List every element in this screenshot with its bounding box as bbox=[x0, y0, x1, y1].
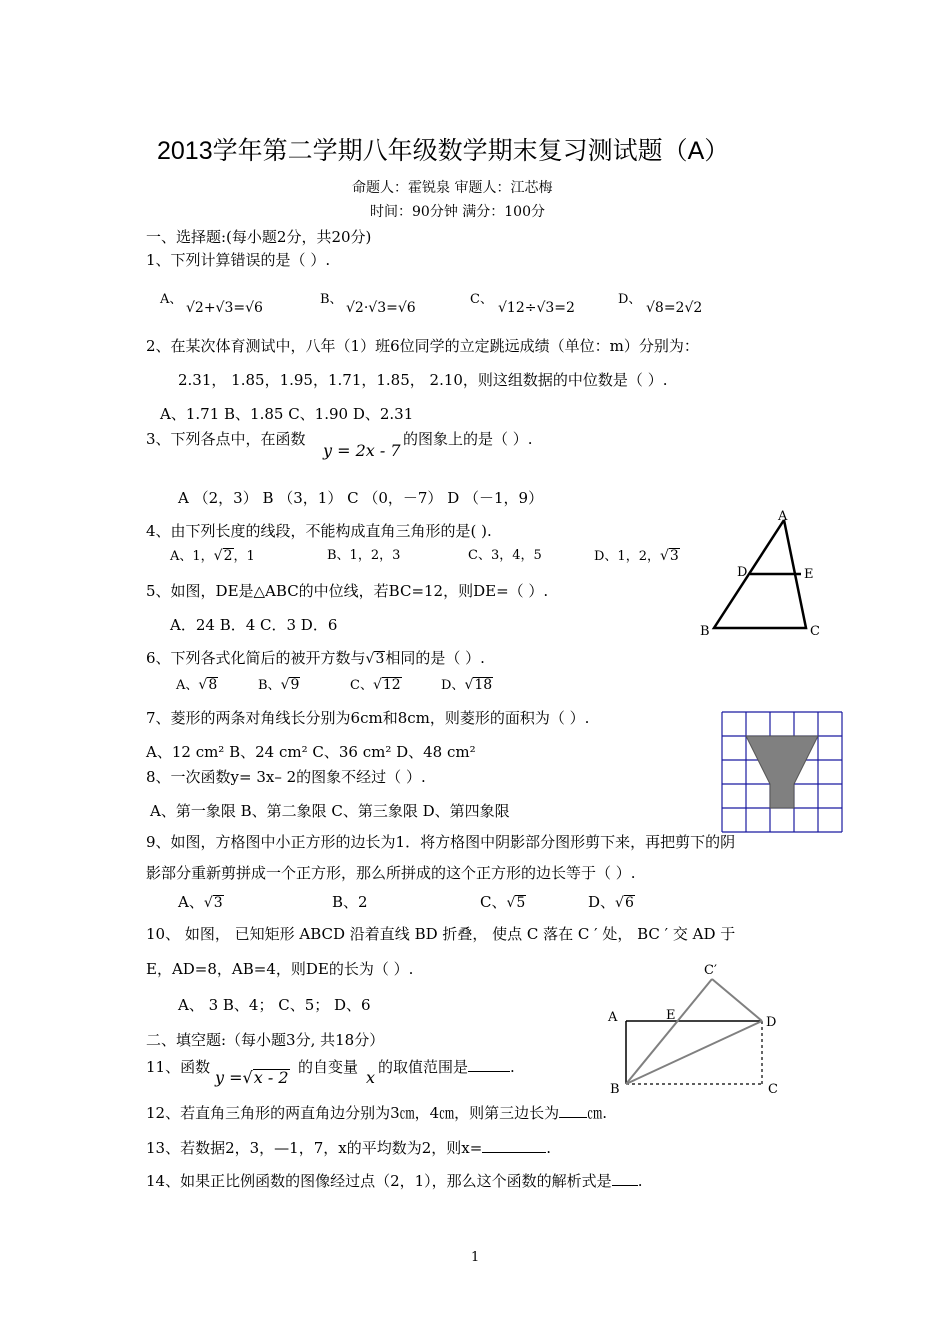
q4-option-b: B、1，2，3 bbox=[327, 548, 401, 563]
q9-line-1: 9、如图，方格图中小正方形的边长为1．将方格图中阴影部分图形剪下来，再把剪下的阴 bbox=[146, 833, 736, 851]
q9-option-d: D、√6 bbox=[588, 893, 634, 911]
q6-stem: 6、下列各式化简后的被开方数与√3相同的是（ ）. bbox=[146, 649, 485, 667]
q9-option-d-radicand: 6 bbox=[624, 895, 634, 911]
q4-option-d: D、1，2，√3 bbox=[594, 548, 679, 564]
page-number: 1 bbox=[471, 1250, 480, 1265]
q1-stem: 1、下列计算错误的是（ ）. bbox=[146, 251, 331, 269]
q5-options: A．24 B．4 C．3 D．6 bbox=[170, 616, 338, 634]
rect-label-e: E bbox=[666, 1008, 676, 1023]
q7-options: A、12 cm² B、24 cm² C、36 cm² D、48 cm² bbox=[146, 743, 476, 761]
q14 bbox=[146, 1171, 642, 1191]
q6-option-d-radicand: 18 bbox=[474, 677, 493, 693]
q9-option-a-label: A、 bbox=[178, 893, 204, 911]
q9-option-c: C、√5 bbox=[480, 893, 526, 911]
q4-option-a-label: A、1， bbox=[170, 549, 214, 564]
q2-options: A、1.71 B、1.85 C、1.90 D、2.31 bbox=[160, 405, 414, 423]
q6-stem-radicand: 3 bbox=[375, 651, 385, 667]
q6-option-b-label: B、 bbox=[258, 678, 281, 693]
q9-option-d-label: D、 bbox=[588, 893, 616, 911]
q2-stem-values: 2.31， 1.85，1.95，1.71，1.85， 2.10，则这组数据的中位数是（ ）. bbox=[178, 371, 668, 389]
q1-option-a-expr: √2+√3=√6 bbox=[186, 300, 263, 316]
q6-stem-end: 相同的是（ ）. bbox=[385, 649, 485, 667]
q1-option-b-label: B、 bbox=[320, 292, 343, 307]
q6-option-c-label: C、 bbox=[350, 678, 373, 693]
q6-option-b: B、√9 bbox=[258, 677, 300, 693]
q6-option-a: A、√8 bbox=[176, 677, 218, 693]
section-1-heading: 一、选择题:(每小题2分，共20分) bbox=[146, 228, 372, 246]
q9-option-c-radicand: 5 bbox=[516, 895, 526, 911]
diagonal-bd bbox=[626, 1021, 762, 1084]
time-score: 时间：90分钟 满分：100分 bbox=[370, 204, 545, 220]
q3-stem-end: 的图象上的是（ ）. bbox=[403, 430, 533, 448]
q13-tail: . bbox=[546, 1139, 552, 1157]
q11-answer-blank[interactable] bbox=[468, 1057, 510, 1072]
fold-bcp bbox=[626, 979, 712, 1084]
q1-option-b-expr: √2·√3=√6 bbox=[346, 300, 416, 316]
q1-option-a-label: A、 bbox=[160, 292, 183, 307]
q8-options: A、第一象限 B、第二象限 C、第三象限 D、第四象限 bbox=[150, 802, 510, 820]
q11-stem-text: 的取值范围是 bbox=[378, 1058, 469, 1076]
q4-option-d-radicand: 3 bbox=[669, 548, 679, 564]
q2-stem: 2、在某次体育测试中，八年（1）班6位同学的立定跳远成绩（单位：m）分别为： bbox=[146, 337, 699, 355]
tri-label-e: E bbox=[804, 567, 814, 582]
q4-stem: 4、由下列长度的线段，不能构成直角三角形的是( ). bbox=[146, 522, 492, 540]
q13-stem: 13、若数据2，3，—1，7，x的平均数为2，则x= bbox=[146, 1139, 483, 1157]
q7-stem: 7、菱形的两条对角线长分别为6cm和8cm，则菱形的面积为（ ）. bbox=[146, 709, 590, 727]
q11-stem-start: 11、函数 bbox=[146, 1058, 211, 1076]
q8-stem: 8、一次函数y= 3x– 2的图象不经过（ ）. bbox=[146, 768, 426, 786]
q4-option-d-label: D、1，2， bbox=[594, 549, 660, 564]
q11-stem-end bbox=[378, 1057, 515, 1077]
q6-option-d: D、√18 bbox=[441, 677, 493, 693]
tri-label-a: A bbox=[778, 509, 788, 524]
q13-answer-blank[interactable] bbox=[482, 1138, 546, 1153]
q9-option-b: B、2 bbox=[332, 893, 368, 911]
q6-option-b-radicand: 9 bbox=[290, 677, 300, 693]
q1-option-c-label: C、 bbox=[470, 292, 493, 307]
q11-function-radicand: x - 2 bbox=[253, 1068, 289, 1087]
q11-function: y =√x - 2 bbox=[215, 1068, 289, 1087]
q4-option-a-radicand: 2 bbox=[223, 548, 233, 564]
q1-option-d-expr: √8=2√2 bbox=[646, 300, 703, 316]
q6-option-a-radicand: 8 bbox=[208, 677, 218, 693]
q6-option-c-radicand: 12 bbox=[382, 677, 401, 693]
rect-label-a: A bbox=[608, 1010, 618, 1025]
grid-figure bbox=[722, 712, 844, 834]
shaded-shape bbox=[746, 736, 818, 808]
q6-stem-start: 6、下列各式化简后的被开方数与 bbox=[146, 649, 366, 667]
q12 bbox=[146, 1103, 607, 1123]
q14-answer-blank[interactable] bbox=[612, 1171, 638, 1186]
q1-option-c-expr: √12÷√3=2 bbox=[498, 300, 575, 316]
q3-options: A （2，3） B （3，1） C （0，－7） D （－1，9） bbox=[178, 489, 544, 507]
q11-function-left: y = bbox=[215, 1068, 243, 1087]
authors: 命题人：霍锐泉 审题人：江芯梅 bbox=[352, 180, 553, 196]
q6-option-d-label: D、 bbox=[441, 678, 465, 693]
tri-label-c: C bbox=[810, 624, 820, 639]
q12-tail: ㎝. bbox=[587, 1104, 607, 1122]
tri-label-d: D bbox=[737, 565, 748, 580]
q10-options: A、 3 B、4； C、5； D、6 bbox=[178, 996, 371, 1014]
q5-stem: 5、如图，DE是△ABC的中位线，若BC=12，则DE=（ ）. bbox=[146, 582, 549, 600]
q3-stem-start: 3、下列各点中，在函数 bbox=[146, 430, 306, 448]
q6-option-c: C、√12 bbox=[350, 677, 401, 693]
q10-line-2: E，AD=8，AB=4，则DE的长为（ ）. bbox=[146, 960, 414, 978]
rect-label-c: C bbox=[768, 1082, 778, 1097]
q9-line-2: 影部分重新剪拼成一个正方形，那么所拼成的这个正方形的边长等于（ ）. bbox=[146, 864, 636, 882]
q10-line-1: 10、 如图， 已知矩形 ABCD 沿着直线 BD 折叠， 使点 C 落在 C ′ 处， BC ′ 交 AD 于 bbox=[146, 925, 736, 943]
q9-option-a-radicand: 3 bbox=[213, 895, 223, 911]
rect-label-b: B bbox=[610, 1082, 620, 1097]
q1-option-d-label: D、 bbox=[618, 292, 642, 307]
section-2-heading: 二、填空题:（每小题3分, 共18分） bbox=[146, 1031, 385, 1049]
q3-function: y = 2x - 7 bbox=[323, 441, 401, 460]
q11-stem-period: . bbox=[510, 1058, 515, 1076]
rect-label-cprime: C′ bbox=[704, 963, 717, 978]
q9-option-c-label: C、 bbox=[480, 893, 507, 911]
q11-stem-mid: 的自变量 bbox=[298, 1058, 359, 1076]
q12-stem: 12、若直角三角形的两直角边分别为3㎝，4㎝，则第三边长为 bbox=[146, 1104, 560, 1122]
q12-answer-blank[interactable] bbox=[559, 1103, 587, 1118]
q4-option-c: C、3，4，5 bbox=[468, 548, 542, 563]
q4-option-a: A、1，√2，1 bbox=[170, 548, 255, 564]
fold-cpd bbox=[712, 979, 762, 1021]
q4-option-a-tail: ，1 bbox=[233, 549, 255, 564]
q9-option-a: A、√3 bbox=[178, 893, 223, 911]
page-title: 2013学年第二学期八年级数学期末复习测试题（A） bbox=[157, 137, 730, 165]
tri-label-b: B bbox=[700, 624, 710, 639]
q13 bbox=[146, 1138, 551, 1158]
q11-variable: x bbox=[366, 1068, 376, 1087]
rect-label-d: D bbox=[766, 1015, 777, 1030]
q14-tail: . bbox=[637, 1172, 643, 1190]
q14-stem: 14、如果正比例函数的图像经过点（2，1），那么这个函数的解析式是 bbox=[146, 1172, 612, 1190]
q6-option-a-label: A、 bbox=[176, 678, 199, 693]
